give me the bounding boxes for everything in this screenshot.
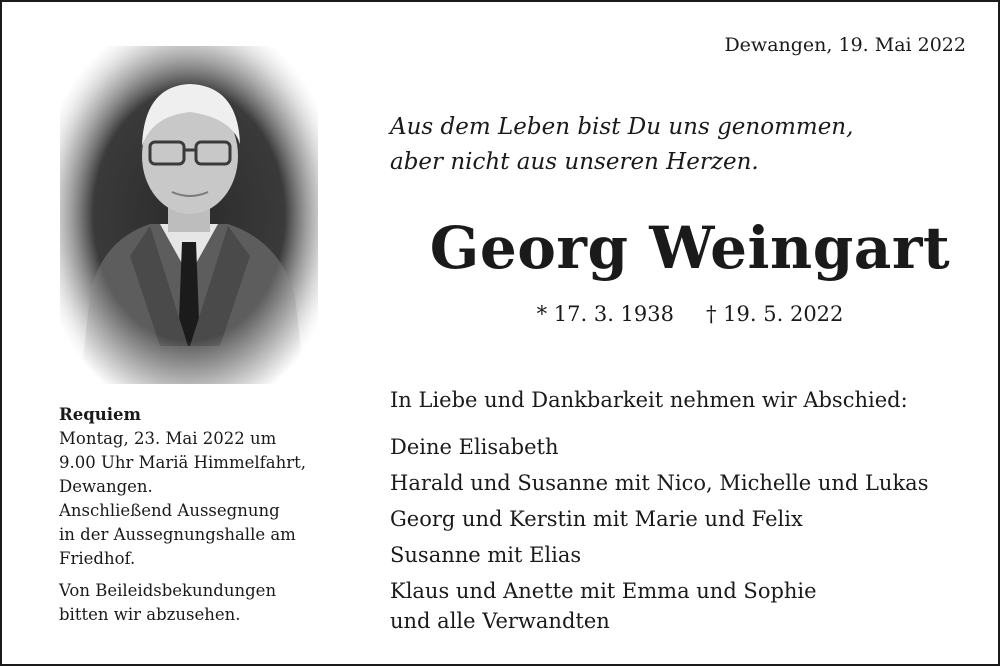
- family-list: [390, 432, 928, 636]
- condolence-line: Von Beileidsbekundungen: [59, 581, 277, 600]
- death-date: † 19. 5. 2022: [706, 302, 844, 326]
- family-member: Harald und Susanne mit Nico, Michelle und Lukas: [390, 471, 929, 495]
- portrait-photo: [60, 46, 318, 384]
- family-member: Deine Elisabeth: [390, 435, 559, 459]
- quote-line-1: Aus dem Leben bist Du uns genommen,: [390, 114, 854, 140]
- birth-date: * 17. 3. 1938: [536, 302, 674, 326]
- deceased-name: Georg Weingart: [429, 214, 951, 282]
- requiem-info: [59, 403, 329, 627]
- requiem-line: Anschließend Aussegnung: [59, 501, 280, 520]
- life-dates: [390, 302, 990, 326]
- family-member: Georg und Kerstin mit Marie und Felix: [390, 507, 803, 531]
- requiem-line: Montag, 23. Mai 2022 um: [59, 429, 277, 448]
- requiem-line: Friedhof.: [59, 549, 136, 568]
- memorial-quote: [390, 110, 853, 180]
- date-line: Dewangen, 19. Mai 2022: [724, 34, 966, 56]
- requiem-line: in der Aussegnungshalle am: [59, 525, 296, 544]
- requiem-line: Dewangen.: [59, 477, 153, 496]
- requiem-title: Requiem: [59, 405, 141, 424]
- family-member: Klaus und Anette mit Emma und Sophie: [390, 579, 817, 603]
- family-relatives: und alle Verwandten: [390, 609, 610, 633]
- family-member: Susanne mit Elias: [390, 543, 582, 567]
- condolence-note: [59, 579, 329, 627]
- quote-line-2: aber nicht aus unseren Herzen.: [390, 149, 759, 175]
- condolence-line: bitten wir abzusehen.: [59, 605, 241, 624]
- portrait-silhouette-icon: [60, 46, 318, 384]
- farewell-intro: In Liebe und Dankbarkeit nehmen wir Abschied:: [390, 388, 908, 412]
- requiem-line: 9.00 Uhr Mariä Himmelfahrt,: [59, 453, 306, 472]
